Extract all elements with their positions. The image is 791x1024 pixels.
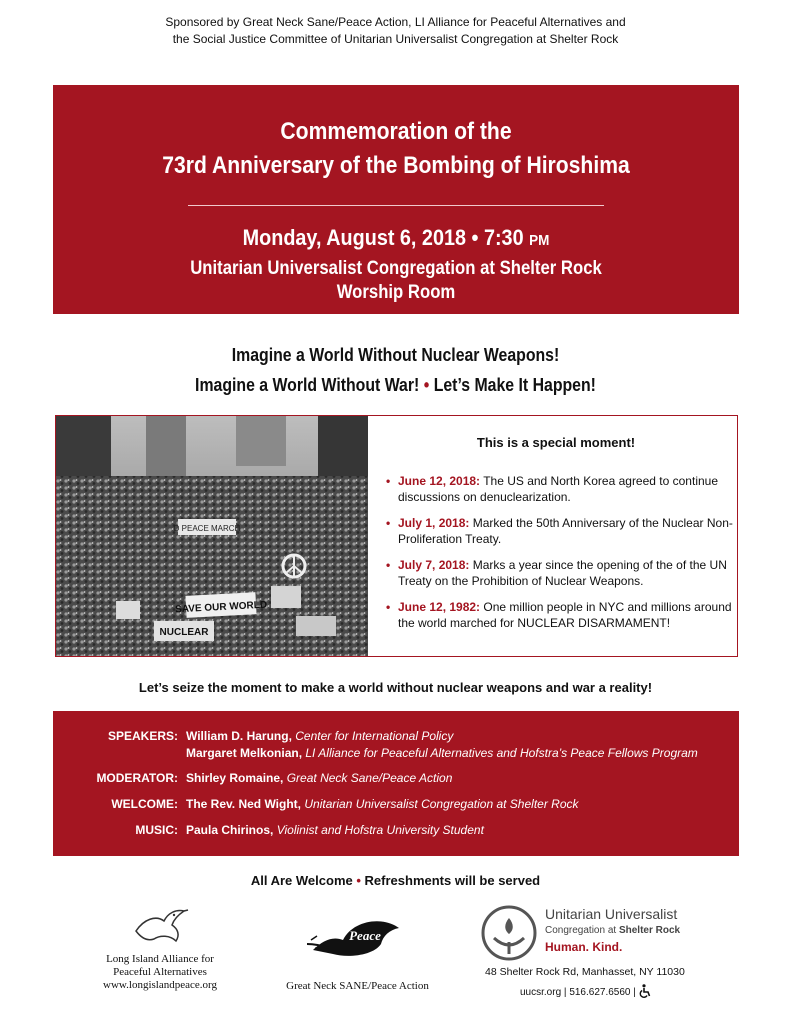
photo-sign-peace-march: D PEACE MARCH xyxy=(173,524,241,533)
special-moment-heading: This is a special moment! xyxy=(476,435,636,450)
milestone-item xyxy=(386,516,736,547)
chalice-icon xyxy=(480,904,538,962)
peace-dove-icon xyxy=(303,910,413,962)
uu-subtitle xyxy=(545,925,680,936)
li-alliance-logo xyxy=(80,895,240,1005)
uu-phone: 516.627.6560 xyxy=(569,987,631,998)
banner-divider xyxy=(188,205,604,206)
event-title xyxy=(94,115,698,183)
event-banner xyxy=(53,85,739,314)
musician-affiliation: Violinist and Hofstra University Student xyxy=(276,823,484,837)
milestone-date: June 12, 2018: xyxy=(398,474,481,488)
uu-subtitle-1: Congregation at xyxy=(545,925,617,936)
special-moment-box xyxy=(55,415,738,657)
welcome-text: All Are Welcome xyxy=(250,873,353,888)
peace-word: Peace xyxy=(348,928,381,943)
milestone-date: July 7, 2018: xyxy=(398,558,470,572)
uu-divider: | xyxy=(563,987,567,998)
bullet-icon: • xyxy=(386,474,391,488)
moderator-label: MODERATOR: xyxy=(96,771,178,785)
music-label: MUSIC: xyxy=(135,823,178,837)
event-time-suffix: PM xyxy=(529,232,550,249)
program-box xyxy=(53,711,739,856)
moderator-name: Shirley Romaine, xyxy=(186,771,284,785)
bullet-icon: • xyxy=(386,516,391,530)
bullet-icon: • xyxy=(386,600,391,614)
welcome-separator: • xyxy=(356,873,361,888)
speaker-2-name: Margaret Melkonian, xyxy=(186,746,303,760)
dove-icon xyxy=(130,901,190,949)
imagine-separator: • xyxy=(423,375,430,395)
milestone-item xyxy=(386,558,736,589)
event-time: 7:30 xyxy=(483,225,524,250)
milestone-date: July 1, 2018: xyxy=(398,516,470,530)
musician-name: Paula Chirinos, xyxy=(186,823,274,837)
milestone-item xyxy=(386,474,736,505)
bullet-icon: • xyxy=(386,558,391,572)
moderator-affiliation: Great Neck Sane/Peace Action xyxy=(286,771,453,785)
moderator xyxy=(186,771,736,786)
imagine-line-1: Imagine a World Without Nuclear Weapons! xyxy=(231,345,560,365)
milestone-date: June 12, 1982: xyxy=(398,600,481,614)
speaker-2 xyxy=(186,746,736,761)
sponsor-text xyxy=(0,14,791,48)
title-line-2: 73rd Anniversary of the Bombing of Hiroshima xyxy=(162,152,630,179)
speaker-1-name: William D. Harung, xyxy=(186,729,292,743)
event-date: Monday, August 6, 2018 xyxy=(242,225,466,250)
milestone-text: Marked the 50th Anniversary of the Nuclear Non-Proliferation Treaty. xyxy=(398,516,733,546)
uu-divider-2: | xyxy=(633,987,636,998)
photo-sign-nuclear: NUCLEAR xyxy=(159,627,209,638)
speaker-2-affiliation: LI Alliance for Peaceful Alternatives and Hofstra’s Peace Fellows Program xyxy=(305,746,698,760)
refreshments-text: Refreshments will be served xyxy=(364,873,541,888)
peace-march-photo xyxy=(56,416,368,656)
milestone-text: The US and North Korea agreed to continue discussions on denuclearization. xyxy=(398,474,719,504)
date-separator: • xyxy=(471,225,479,250)
uu-shelter-rock-logo xyxy=(480,898,740,1008)
venue-line-1: Unitarian Universalist Congregation at Shelter Rock xyxy=(190,258,602,279)
speakers-label: SPEAKERS: xyxy=(107,729,178,743)
venue-line-2: Worship Room xyxy=(336,282,456,303)
lia-name-line-1: Long Island Alliance for xyxy=(106,953,214,965)
photo-sign-save-our-world: SAVE OUR WORLD xyxy=(174,599,268,616)
crowd-photo-image xyxy=(56,416,368,656)
milestone-text: One million people in NYC and millions around the world marched for NUCLEAR DISARMAMENT! xyxy=(398,600,732,630)
title-line-1: Commemoration of the xyxy=(280,118,512,145)
uu-address: 48 Shelter Rock Rd, Manhasset, NY 11030 xyxy=(485,966,685,978)
great-neck-logo xyxy=(270,910,445,1000)
uu-name: Unitarian Universalist xyxy=(545,906,678,922)
uu-subtitle-2: Shelter Rock xyxy=(618,925,681,936)
speaker-1 xyxy=(186,729,736,744)
milestone-list xyxy=(386,474,736,642)
musician xyxy=(186,823,736,838)
great-neck-name: Great Neck SANE/Peace Action xyxy=(286,980,429,992)
uu-contact xyxy=(520,984,651,998)
imagine-slogan xyxy=(47,340,743,400)
uu-tagline: Human. Kind. xyxy=(545,940,623,954)
welcome-label: WELCOME: xyxy=(111,797,178,811)
milestone-item xyxy=(386,600,736,631)
event-date-time xyxy=(87,223,704,256)
welcomer xyxy=(186,797,736,812)
milestone-text: Marks a year since the opening of the of the UN Treaty on the Prohibition of Nuclear Weapons. xyxy=(398,558,727,588)
lia-name-line-2: Peaceful Alternatives xyxy=(113,966,207,978)
lia-website: www.longislandpeace.org xyxy=(103,979,217,991)
sponsor-line-1: Sponsored by Great Neck Sane/Peace Action, LI Alliance for Peaceful Alternatives and xyxy=(165,15,626,29)
call-to-action: Let’s seize the moment to make a world without nuclear weapons and war a reality! xyxy=(138,680,653,695)
special-moment-text xyxy=(378,416,734,656)
uu-website: uucsr.org xyxy=(520,987,562,998)
imagine-line-2a: Imagine a World Without War! xyxy=(195,375,420,395)
imagine-line-2 xyxy=(47,370,743,400)
welcomer-affiliation: Unitarian Universalist Congregation at Shelter Rock xyxy=(304,797,579,811)
welcomer-name: The Rev. Ned Wight, xyxy=(186,797,302,811)
event-venue xyxy=(94,257,698,305)
sponsor-line-2: the Social Justice Committee of Unitarian Universalist Congregation at Shelter Rock xyxy=(172,32,619,46)
welcome-line xyxy=(0,873,791,888)
speaker-1-affiliation: Center for International Policy xyxy=(295,729,454,743)
wheelchair-icon xyxy=(639,984,651,998)
imagine-line-2b: Let’s Make It Happen! xyxy=(433,375,596,395)
